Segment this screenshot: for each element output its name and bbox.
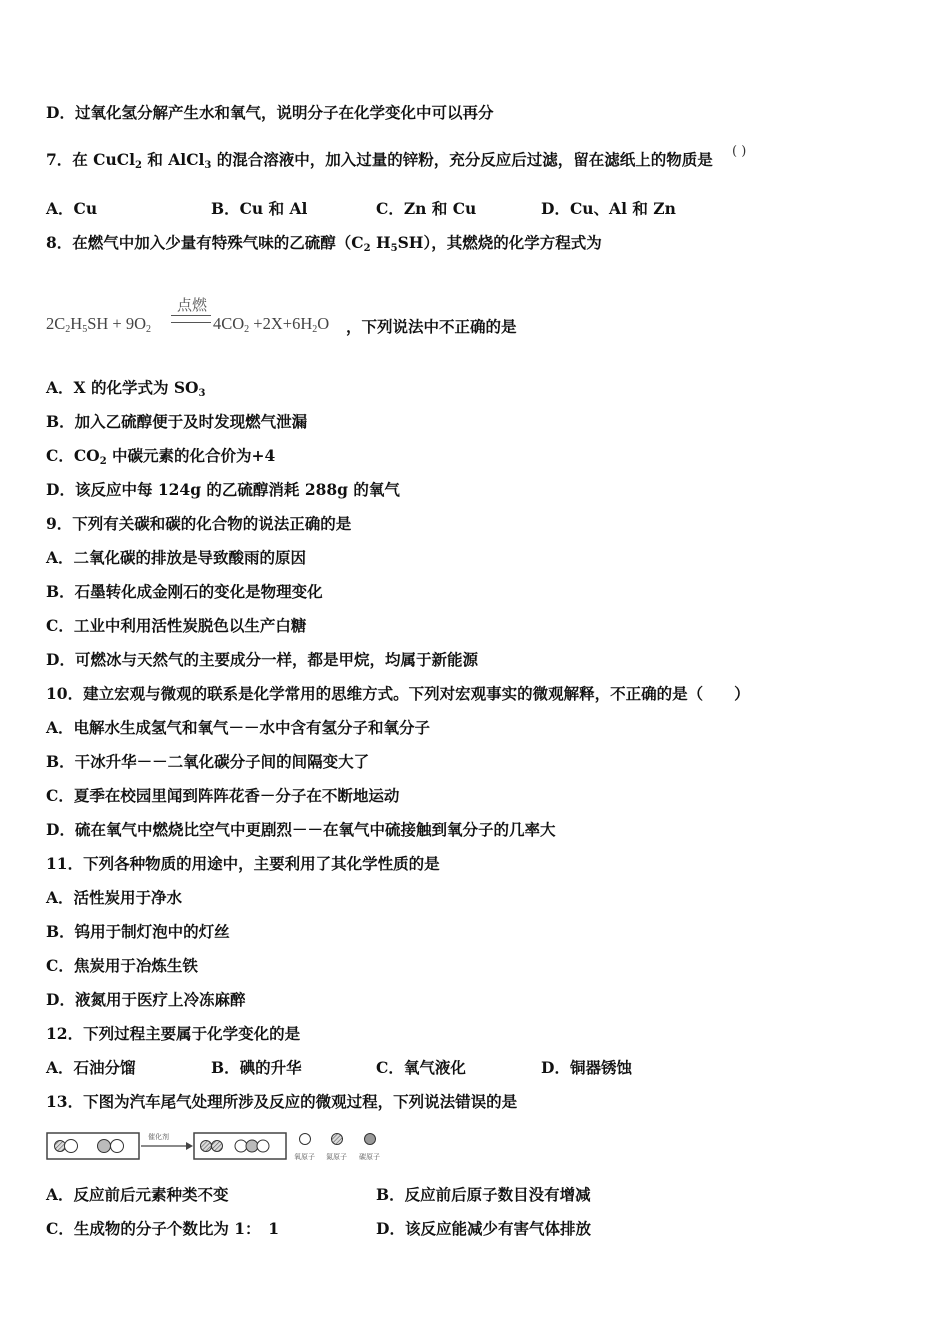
catalyst-label: 催化剂 <box>148 1133 169 1141</box>
q7-stem: 7．在 CuCl$_2$ 和 AlCl$_3$ 的混合溶液中，加入过量的锌粉，充分反应后过滤，留在滤纸上的物质是 <box>46 150 713 171</box>
nitrogen-atom <box>212 1141 223 1152</box>
nitrogen-atom <box>201 1141 212 1152</box>
q13-stem: 13．下图为汽车尾气处理所涉及反应的微观过程，下列说法错误的是 <box>46 1092 518 1111</box>
q7-answer-paren: ( ) <box>732 144 747 159</box>
q6-option-d: D．过氧化氢分解产生水和氧气，说明分子在化学变化中可以再分 <box>46 103 494 122</box>
q12-option-a: A．石油分馏 <box>46 1058 136 1077</box>
legend-carbon-label: 碳原子 <box>359 1153 380 1161</box>
nitrogen-atom <box>55 1141 66 1152</box>
carbon-atom <box>246 1140 258 1152</box>
q13-option-d: D．该反应能减少有害气体排放 <box>376 1219 591 1238</box>
q10-option-a: A．电解水生成氢气和氧气－－水中含有氢分子和氧分子 <box>46 718 431 737</box>
q8-question-tail: ，下列说法中不正确的是 <box>346 317 517 336</box>
legend-oxygen-icon <box>300 1134 311 1145</box>
legend-nitrogen-icon <box>332 1134 343 1145</box>
q7-option-c: C．Zn 和 Cu <box>376 199 477 218</box>
q12-stem: 12．下列过程主要属于化学变化的是 <box>46 1024 301 1043</box>
legend-oxygen-label: 氧原子 <box>294 1153 315 1161</box>
oxygen-atom <box>235 1140 247 1152</box>
q8-option-b: B．加入乙硫醇便于及时发现燃气泄漏 <box>46 412 308 431</box>
legend-nitrogen-label: 氮原子 <box>326 1153 347 1161</box>
reaction-diagram <box>46 1128 406 1164</box>
q9-option-a: A．二氧化碳的排放是导致酸雨的原因 <box>46 548 307 567</box>
q8-stem: 8．在燃气中加入少量有特殊气味的乙硫醇（$C_2$ $H_5SH$），其燃烧的化学方程式为 <box>46 233 602 254</box>
equation-double-bar <box>171 315 211 323</box>
q7-option-b: B．Cu 和 Al <box>211 199 308 218</box>
arrow-head-icon <box>186 1142 193 1150</box>
q10-stem: 10．建立宏观与微观的联系是化学常用的思维方式。下列对宏观事实的微观解释，不正确的是（ ） <box>46 684 750 703</box>
q10-option-d: D．硫在氧气中燃烧比空气中更剧烈－－在氧气中硫接触到氧分子的几率大 <box>46 820 556 839</box>
reaction-diagram-svg <box>46 1128 406 1164</box>
q8-option-c: C．$CO_2$ 中碳元素的化合价为+4 <box>46 446 276 467</box>
oxygen-atom <box>111 1140 124 1153</box>
q11-option-b: B．钨用于制灯泡中的灯丝 <box>46 922 230 941</box>
q12-option-c: C．氧气液化 <box>376 1058 466 1077</box>
chemical-equation <box>46 296 566 350</box>
q9-option-d: D．可燃冰与天然气的主要成分一样，都是甲烷，均属于新能源 <box>46 650 478 669</box>
q11-stem: 11．下列各种物质的用途中，主要利用了其化学性质的是 <box>46 854 440 873</box>
q10-option-c: C．夏季在校园里闻到阵阵花香－分子在不断地运动 <box>46 786 400 805</box>
q11-option-c: C．焦炭用于冶炼生铁 <box>46 956 198 975</box>
q13-option-b: B．反应前后原子数目没有增减 <box>376 1185 591 1204</box>
q11-option-a: A．活性炭用于净水 <box>46 888 183 907</box>
q9-option-b: B．石墨转化成金刚石的变化是物理变化 <box>46 582 323 601</box>
q12-option-b: B．碘的升华 <box>211 1058 302 1077</box>
equation-condition: 点燃 <box>176 296 207 314</box>
q10-option-b: B．干冰升华－－二氧化碳分子间的间隔变大了 <box>46 752 370 771</box>
equation-reactants: $2C_2H_5SH + 9O_2$ <box>46 314 152 335</box>
q11-option-d: D．液氮用于医疗上冷冻麻醉 <box>46 990 246 1009</box>
legend-carbon-icon <box>365 1134 376 1145</box>
carbon-atom <box>98 1140 111 1153</box>
q13-option-a: A．反应前后元素种类不变 <box>46 1185 229 1204</box>
q8-option-a: A．X 的化学式为 $SO_3$ <box>46 378 206 399</box>
q8-option-d: D．该反应中每 124g 的乙硫醇消耗 288g 的氧气 <box>46 480 400 499</box>
oxygen-atom <box>65 1140 78 1153</box>
oxygen-atom <box>257 1140 269 1152</box>
q9-stem: 9．下列有关碳和碳的化合物的说法正确的是 <box>46 514 352 533</box>
q7-option-a: A．Cu <box>46 199 98 218</box>
q9-option-c: C．工业中利用活性炭脱色以生产白糖 <box>46 616 307 635</box>
q13-option-c: C．生成物的分子个数比为 1： 1 <box>46 1219 280 1238</box>
equation-products: $4CO_2 +2X+6H_2O$ <box>213 314 330 335</box>
q7-option-d: D．Cu、Al 和 Zn <box>541 199 676 218</box>
q12-option-d: D．铜器锈蚀 <box>541 1058 632 1077</box>
